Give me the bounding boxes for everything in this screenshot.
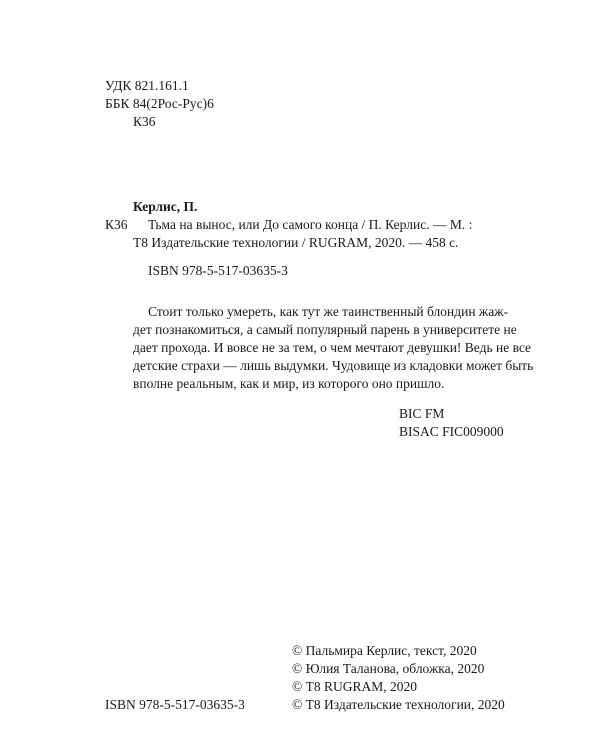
annotation-line: дет познакомиться, а самый популярный парень в университете не (133, 322, 517, 337)
record-publication-line: Т8 Издательские технологии / RUGRAM, 2020. — 458 с. (133, 235, 459, 250)
copyright-line: © Т8 RUGRAM, 2020 (292, 679, 418, 694)
copyright-line: © Юлия Таланова, обложка, 2020 (292, 661, 485, 676)
record-heading: Керлис, П. (133, 199, 198, 214)
record-mark: К36 (105, 217, 128, 232)
bbk-code: ББК 84(2Рос-Рус)6 (105, 96, 214, 111)
annotation-line: вполне реальным, как и мир, из которого оно пришло. (133, 376, 445, 391)
bisac-code: BISAC FIC009000 (399, 424, 504, 439)
annotation-line: детские страхи — лишь выдумки. Чудовище из кладовки может быть (133, 358, 534, 373)
footer-isbn: ISBN 978-5-517-03635-3 (105, 697, 245, 712)
copyright-line: © Пальмира Керлис, текст, 2020 (292, 643, 477, 658)
copyright-line: © Т8 Издательские технологии, 2020 (292, 697, 505, 712)
annotation-line: дает прохода. И вовсе не за тем, о чем мечтают девушки! Ведь не все (133, 340, 532, 355)
record-title-line: Тьма на вынос, или До самого конца / П. Керлис. — М. : (148, 217, 473, 232)
udk-code: УДК 821.161.1 (105, 78, 189, 93)
author-mark: К36 (133, 114, 156, 129)
record-isbn: ISBN 978-5-517-03635-3 (148, 263, 288, 278)
annotation-line: Стоит только умереть, как тут же таинственный блондин жаж- (148, 304, 509, 319)
bic-code: BIC FM (399, 406, 445, 421)
